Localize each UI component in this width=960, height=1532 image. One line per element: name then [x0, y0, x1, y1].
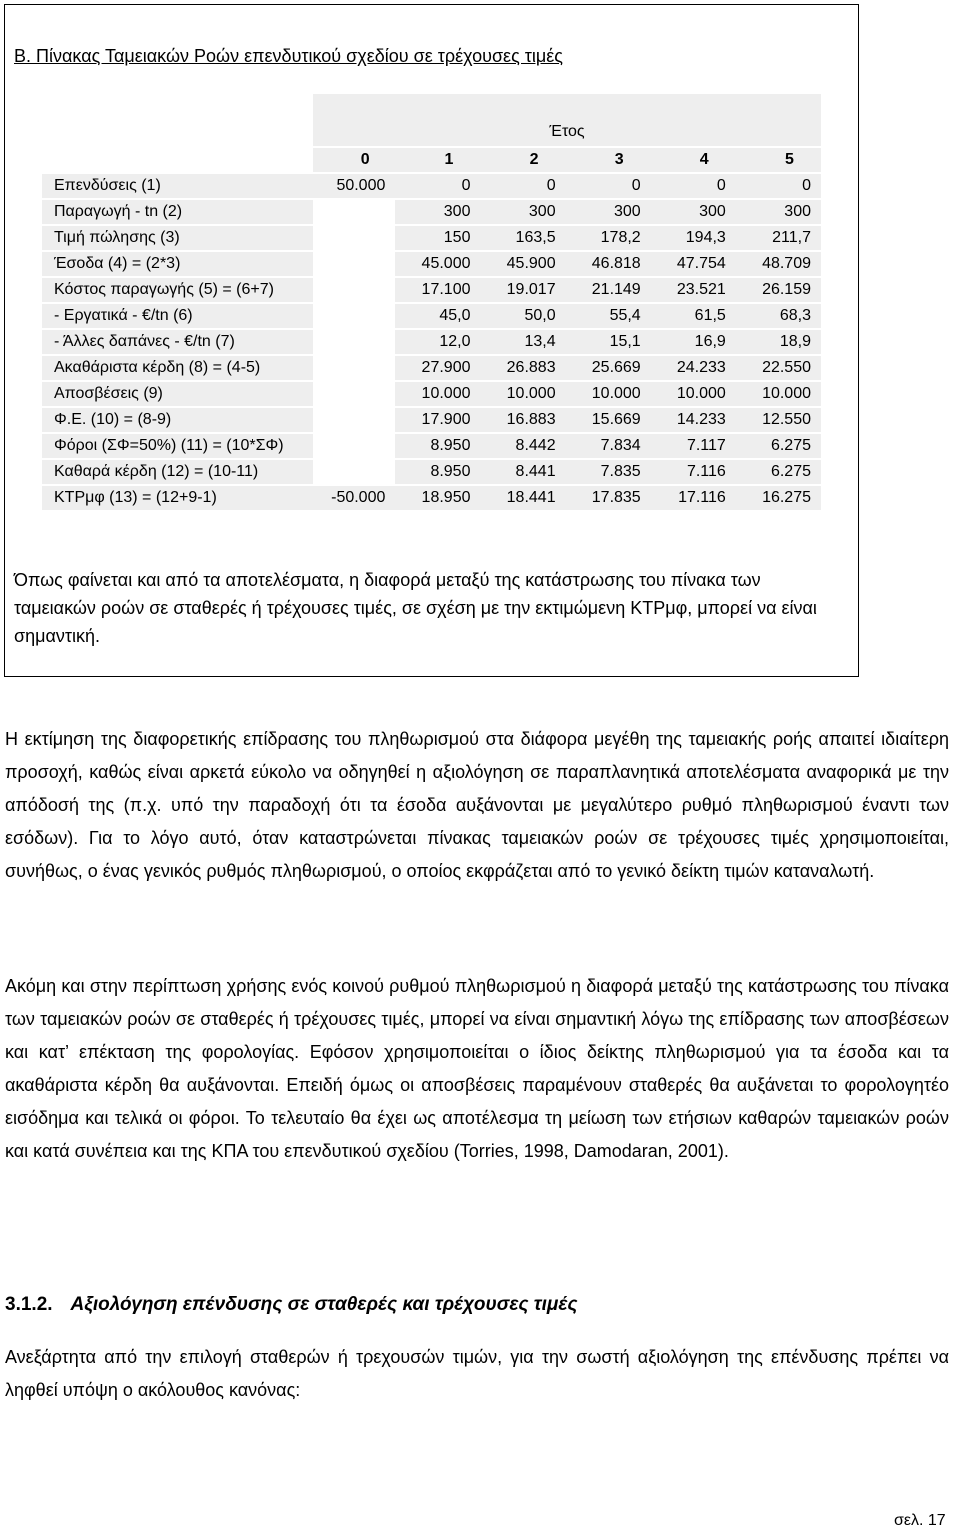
paragraph: Η εκτίμηση της διαφορετικής επίδρασης του πληθωρισμού στα διάφορα μεγέθη της ταμειακής ροής απαιτεί ιδιαίτερη προσοχή, καθώς είναι αρκετά εύκολο να οδηγηθεί η αξιολόγηση σε παραπλανητικά αποτελέσματα αναφορικά με την απόδοσή της (π.χ. υπό την παραδοχή ότι τα έσοδα αυξάνονται με μεγαλύτερο ρυθμό πληθωρισμού έναντι των εσόδων). Για το λόγο αυτό, όταν καταστρώνεται πίνακας ταμειακών ροών σε τρέχουσες τιμές χρησιμοποιείται, συνήθως, ο ένας γενικός ρυθμός πληθωρισμού, ο οποίος εκφράζεται από το γενικό δείκτη τιμών καταναλωτή. [5, 729, 949, 881]
year-header: Έτος [313, 94, 821, 146]
table-row [42, 460, 821, 484]
value-cell [313, 356, 395, 380]
value-cell [313, 460, 395, 484]
table-row [42, 226, 821, 250]
section-heading [5, 1294, 578, 1316]
value-cell: 45,0 [395, 304, 480, 328]
value-cell: 15.669 [566, 408, 651, 432]
value-cell: -50.000 [313, 486, 395, 510]
value-cell: 178,2 [566, 226, 651, 250]
value-cell: 16.275 [736, 486, 821, 510]
value-cell: 7.116 [651, 460, 736, 484]
table-row [42, 174, 821, 198]
table-header-years-row [42, 148, 821, 172]
value-cell: 7.117 [651, 434, 736, 458]
value-cell: 19.017 [480, 278, 565, 302]
value-cell [313, 252, 395, 276]
value-cell [313, 434, 395, 458]
value-cell: 12,0 [395, 330, 480, 354]
table-row [42, 330, 821, 354]
value-cell: 13,4 [480, 330, 565, 354]
value-cell: 300 [395, 200, 480, 224]
value-cell [313, 278, 395, 302]
value-cell: 17.116 [651, 486, 736, 510]
table-row [42, 304, 821, 328]
row-label: Έσοδα (4) = (2*3) [42, 252, 313, 276]
value-cell: 0 [736, 174, 821, 198]
value-cell: 300 [480, 200, 565, 224]
section-number: 3.1.2. [5, 1294, 53, 1315]
value-cell: 0 [480, 174, 565, 198]
value-cell: 50,0 [480, 304, 565, 328]
row-label: Φόροι (ΣΦ=50%) (11) = (10*ΣΦ) [42, 434, 313, 458]
value-cell: 26.159 [736, 278, 821, 302]
table-row [42, 382, 821, 406]
value-cell: 23.521 [651, 278, 736, 302]
value-cell: 6.275 [736, 460, 821, 484]
year-cell: 5 [736, 148, 821, 172]
value-cell: 150 [395, 226, 480, 250]
value-cell: 10.000 [736, 382, 821, 406]
value-cell: 6.275 [736, 434, 821, 458]
year-cell: 1 [395, 148, 480, 172]
table-title: B. Πίνακας Ταμειακών Ροών επενδυτικού σχεδίου σε τρέχουσες τιμές [14, 46, 563, 66]
value-cell: 18.950 [395, 486, 480, 510]
row-label: Τιμή πώλησης (3) [42, 226, 313, 250]
value-cell: 21.149 [566, 278, 651, 302]
value-cell: 300 [566, 200, 651, 224]
year-cell: 4 [651, 148, 736, 172]
value-cell: 27.900 [395, 356, 480, 380]
table-row [42, 356, 821, 380]
value-cell: 17.900 [395, 408, 480, 432]
value-cell: 12.550 [736, 408, 821, 432]
row-label: - Άλλες δαπάνες - €/tn (7) [42, 330, 313, 354]
value-cell: 47.754 [651, 252, 736, 276]
value-cell: 26.883 [480, 356, 565, 380]
value-cell: 300 [651, 200, 736, 224]
table-header-year-row [42, 94, 821, 146]
value-cell [313, 330, 395, 354]
value-cell: 10.000 [651, 382, 736, 406]
row-label: Παραγωγή - tn (2) [42, 200, 313, 224]
value-cell [313, 304, 395, 328]
table-note: Όπως φαίνεται και από τα αποτελέσματα, η διαφορά μεταξύ της κατάστρωσης του πίνακα των ταμειακών ροών σε σταθερές ή τρέχουσες τιμές, σε σχέση με την εκτιμώμενη ΚΤΡμφ, μπορεί να είναι σημαντική. [14, 570, 817, 646]
paragraph: Ακόμη και στην περίπτωση χρήσης ενός κοινού ρυθμού πληθωρισμού η διαφορά μεταξύ της κατάστρωσης του πίνακα των ταμειακών ροών σε σταθερές ή τρέχουσες τιμές, μπορεί να είναι σημαντική λόγω της επίδρασης των αποσβέσεων και κατ’ επέκταση της φορολογίας. Εφόσον χρησιμοποιείται ο ίδιος δείκτης πληθωρισμού για τα έσοδα και τα ακαθάριστα κέρδη θα αυξάνονται. Επειδή όμως οι αποσβέσεις παραμένουν σταθερές θα αυξάνεται το φορολογητέο εισόδημα και τελικά οι φόροι. Το τελευταίο θα έχει ως αποτέλεσμα τη μείωση των ετήσιων καθαρών ταμειακών ροών και κατά συνέπεια και της ΚΠΑ του επενδυτικού σχεδίου (Torries, 1998, Damodaran, 2001). [5, 976, 949, 1161]
value-cell [313, 408, 395, 432]
value-cell: 15,1 [566, 330, 651, 354]
value-cell [313, 226, 395, 250]
value-cell: 10.000 [480, 382, 565, 406]
value-cell: 61,5 [651, 304, 736, 328]
value-cell: 18,9 [736, 330, 821, 354]
value-cell: 211,7 [736, 226, 821, 250]
value-cell: 24.233 [651, 356, 736, 380]
value-cell: 7.835 [566, 460, 651, 484]
value-cell: 17.100 [395, 278, 480, 302]
value-cell: 8.950 [395, 460, 480, 484]
value-cell [313, 382, 395, 406]
page-number: σελ. 17 [894, 1512, 946, 1529]
value-cell: 22.550 [736, 356, 821, 380]
value-cell: 14.233 [651, 408, 736, 432]
value-cell: 16,9 [651, 330, 736, 354]
value-cell: 0 [651, 174, 736, 198]
table-row [42, 252, 821, 276]
section-title: Αξιολόγηση επένδυσης σε σταθερές και τρέχουσες τιμές [70, 1294, 578, 1315]
table-row [42, 200, 821, 224]
value-cell: 194,3 [651, 226, 736, 250]
value-cell: 0 [395, 174, 480, 198]
value-cell: 8.441 [480, 460, 565, 484]
table-row [42, 486, 821, 510]
value-cell: 10.000 [566, 382, 651, 406]
row-label: Ακαθάριστα κέρδη (8) = (4-5) [42, 356, 313, 380]
value-cell: 163,5 [480, 226, 565, 250]
year-cell: 2 [480, 148, 565, 172]
year-cell: 0 [313, 148, 395, 172]
paragraph: Ανεξάρτητα από την επιλογή σταθερών ή τρεχουσών τιμών, για την σωστή αξιολόγηση της επένδυσης πρέπει να ληφθεί υπόψη ο ακόλουθος κανόνας: [5, 1347, 949, 1400]
value-cell: 0 [566, 174, 651, 198]
row-label: ΚΤΡμφ (13) = (12+9-1) [42, 486, 313, 510]
value-cell: 8.442 [480, 434, 565, 458]
value-cell: 8.950 [395, 434, 480, 458]
table-row [42, 434, 821, 458]
value-cell: 18.441 [480, 486, 565, 510]
row-label: Φ.Ε. (10) = (8-9) [42, 408, 313, 432]
table-row [42, 408, 821, 432]
value-cell: 7.834 [566, 434, 651, 458]
value-cell: 25.669 [566, 356, 651, 380]
value-cell: 48.709 [736, 252, 821, 276]
row-label: Επενδύσεις (1) [42, 174, 313, 198]
value-cell: 16.883 [480, 408, 565, 432]
value-cell: 45.000 [395, 252, 480, 276]
row-label: Καθαρά κέρδη (12) = (10-11) [42, 460, 313, 484]
year-cell: 3 [566, 148, 651, 172]
value-cell: 45.900 [480, 252, 565, 276]
row-label: - Εργατικά - €/tn (6) [42, 304, 313, 328]
row-label: Κόστος παραγωγής (5) = (6+7) [42, 278, 313, 302]
value-cell: 300 [736, 200, 821, 224]
value-cell: 46.818 [566, 252, 651, 276]
value-cell [313, 200, 395, 224]
row-label: Αποσβέσεις (9) [42, 382, 313, 406]
value-cell: 68,3 [736, 304, 821, 328]
cash-flow-table [42, 92, 821, 512]
value-cell: 10.000 [395, 382, 480, 406]
table-row [42, 278, 821, 302]
value-cell: 55,4 [566, 304, 651, 328]
value-cell: 50.000 [313, 174, 395, 198]
value-cell: 17.835 [566, 486, 651, 510]
